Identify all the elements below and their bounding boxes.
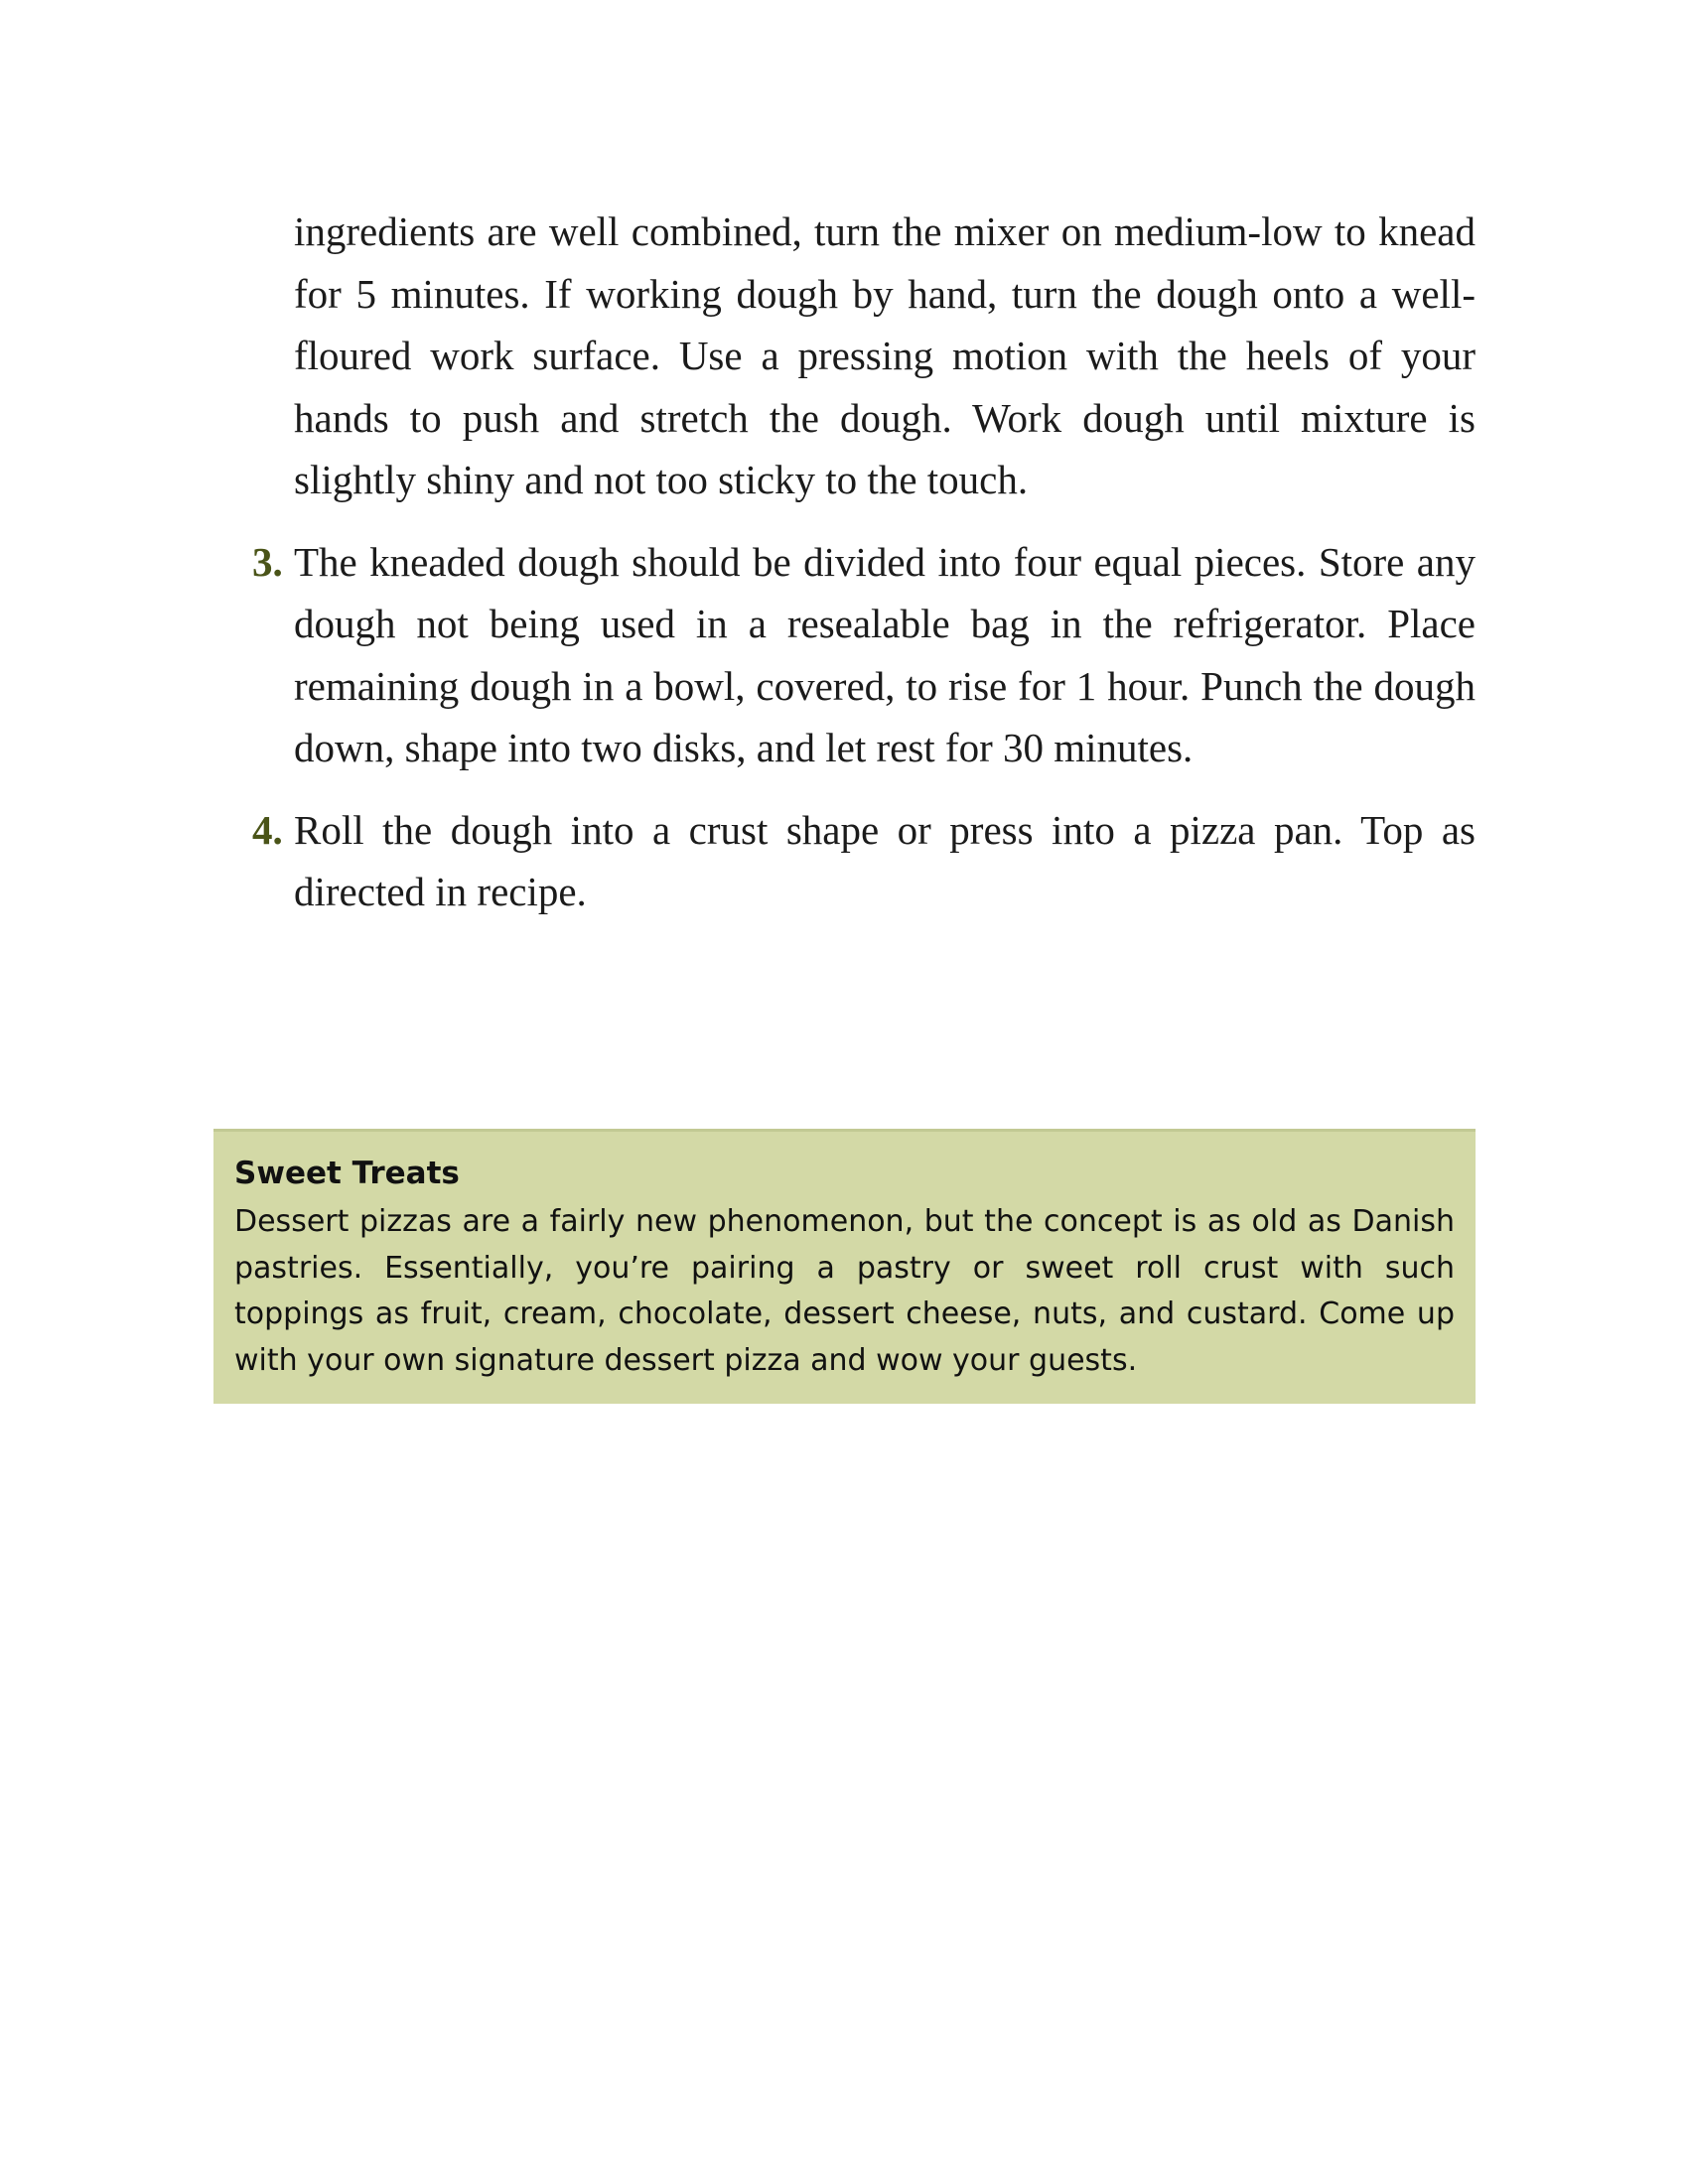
recipe-step-4 xyxy=(252,799,1476,923)
sidebar-body: Dessert pizzas are a fairly new phenomenon, but the concept is as old as Danish pastries. Essentially, you’re pairing a pastry or sweet roll crust with such toppings as fruit, cream, chocolate, dessert cheese, nuts, and custard. Come up with your own signature dessert pizza and wow your guests. xyxy=(234,1204,1455,1378)
step-text: ingredients are well combined, turn the mixer on medium-low to knead for 5 minutes. If working dough by hand, turn the dough onto a well-floured work surface. Use a pressing motion with the heels of your hands to push and stretch the dough. Work dough until mixture is slightly shiny and not too sticky to the touch. xyxy=(294,208,1476,502)
step-number: 4. xyxy=(252,806,283,853)
step-text: The kneaded dough should be divided into four equal pieces. Store any dough not being used in a resealable bag in the refrigerator. Place remaining dough in a bowl, covered, to rise for 1 hour. Punch the dough down, shape into two disks, and let rest for 30 minutes. xyxy=(294,538,1476,770)
step-number: 3. xyxy=(252,538,283,585)
recipe-step-continued xyxy=(252,201,1476,511)
sweet-treats-sidebar xyxy=(213,1129,1476,1404)
step-text: Roll the dough into a crust shape or press into a pizza pan. Top as directed in recipe. xyxy=(294,806,1476,914)
recipe-steps xyxy=(252,201,1476,943)
sidebar-title: Sweet Treats xyxy=(234,1156,460,1191)
recipe-step-3 xyxy=(252,531,1476,779)
